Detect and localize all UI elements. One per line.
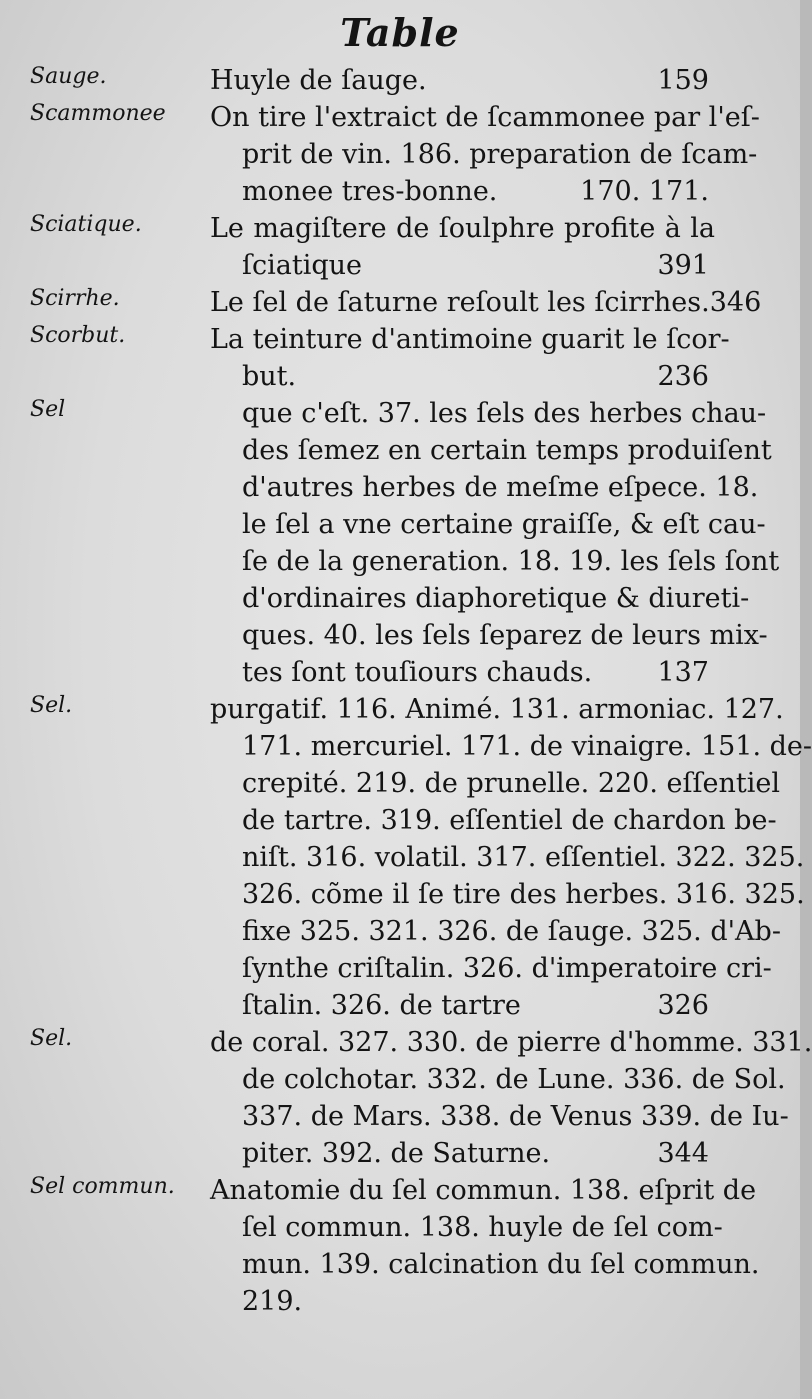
entry-line: des ſemez en certain temps produiſent <box>242 435 772 466</box>
entry-text: tes ſont touſiours chauds. <box>242 657 593 688</box>
entry-line <box>210 173 715 210</box>
entry-text: Le ſel de ſaturne reſoult les ſcirrhes. <box>210 287 710 318</box>
entry-body <box>210 1172 760 1320</box>
page-reference: 170. 171. <box>580 176 709 207</box>
entry-line: purgatif. 116. Animé. 131. armoniac. 127. <box>210 694 784 725</box>
page-reference: 391 <box>657 250 709 281</box>
entry-line: que c'eſt. 37. les ſels des herbes chau- <box>242 398 767 429</box>
entry-term: Scorbut. <box>30 323 126 348</box>
page-reference: 344 <box>657 1138 709 1169</box>
entry-body <box>210 691 812 1024</box>
entry-line: 219. <box>242 1286 303 1317</box>
page-reference: 159 <box>657 65 709 96</box>
entry-line: prit de vin. 186. preparation de ſcam- <box>242 139 758 170</box>
index-entry <box>0 210 800 284</box>
entry-term: Sauge. <box>30 64 107 89</box>
entry-term: Scirrhe. <box>30 286 120 311</box>
entry-line <box>210 358 715 395</box>
entry-line: de tartre. 319. eſſentiel de chardon be- <box>242 805 777 836</box>
entry-line <box>210 1135 715 1172</box>
entry-line: crepité. 219. de prunelle. 220. eſſentiel <box>242 768 780 799</box>
entry-line: ſe de la generation. 18. 19. les ſels ſont <box>242 546 780 577</box>
entry-line: ſel commun. 138. huyle de ſel com- <box>242 1212 723 1243</box>
entry-line: d'autres herbes de meſme eſpece. 18. <box>242 472 759 503</box>
entry-line: niſt. 316. volatil. 317. eſſentiel. 322. 325. <box>242 842 805 873</box>
entry-text: ſciatique <box>242 250 362 281</box>
entry-body <box>210 62 715 99</box>
index-entry <box>0 395 800 691</box>
entry-line: 337. de Mars. 338. de Venus 339. de Iu- <box>242 1101 789 1132</box>
entry-text: but. <box>242 361 297 392</box>
page-reference: 346 <box>709 287 762 318</box>
index-entry <box>0 284 800 321</box>
entry-line <box>210 987 715 1024</box>
index-entry <box>0 691 812 1024</box>
entry-text: piter. 392. de Saturne. <box>242 1138 551 1169</box>
running-header: Table <box>340 10 460 55</box>
entry-term: Sel <box>30 397 66 422</box>
entry-line: ques. 40. les ſels ſeparez de leurs mix- <box>242 620 768 651</box>
index-entry <box>0 321 800 395</box>
entry-body <box>210 284 762 321</box>
entry-line: Le magiſtere de ſoulphre profite à la <box>210 213 715 244</box>
entry-term: Sel. <box>30 693 73 718</box>
entry-body <box>210 321 730 395</box>
entry-term: Scammonee <box>30 101 166 126</box>
entry-text: ſtalin. 326. de tartre <box>242 990 521 1021</box>
entry-body <box>210 99 760 210</box>
entry-line <box>210 284 762 321</box>
entry-text: Huyle de ſauge. <box>210 65 427 96</box>
entry-line <box>210 62 715 99</box>
index-entry <box>0 62 800 99</box>
entry-text: monee tres-bonne. <box>242 176 498 207</box>
entry-line <box>210 654 715 691</box>
entry-line: fixe 325. 321. 326. de ſauge. 325. d'Ab- <box>242 916 781 947</box>
entry-body <box>210 1024 812 1172</box>
entry-line <box>210 247 715 284</box>
entry-line: 326. cõme il ſe tire des herbes. 316. 325. <box>242 879 805 910</box>
page-reference: 326 <box>657 990 709 1021</box>
page-reference: 137 <box>657 657 709 688</box>
entry-term: Sciatique. <box>30 212 142 237</box>
entry-term: Sel commun. <box>30 1174 175 1199</box>
entry-line: de coral. 327. 330. de pierre d'homme. 331. <box>210 1027 812 1058</box>
index-entry <box>0 1172 800 1320</box>
entry-term: Sel. <box>30 1026 73 1051</box>
entry-body <box>210 210 715 284</box>
entry-line: La teinture d'antimoine guarit le ſcor- <box>210 324 730 355</box>
entry-line: le ſel a vne certaine graiſſe, & eſt cau- <box>242 509 766 540</box>
entry-line: On tire l'extraict de ſcammonee par l'eſ- <box>210 102 760 133</box>
entry-line: 171. mercuriel. 171. de vinaigre. 151. de- <box>242 731 812 762</box>
entry-line: Anatomie du ſel commun. 138. eſprit de <box>210 1175 757 1206</box>
entry-line: de colchotar. 332. de Lune. 336. de Sol. <box>242 1064 786 1095</box>
entry-line: ſynthe criſtalin. 326. d'imperatoire cri- <box>242 953 772 984</box>
index-entry <box>0 99 800 210</box>
entry-body <box>210 395 780 691</box>
entry-line: d'ordinaires diaphoretique & diureti- <box>242 583 750 614</box>
entry-line: mun. 139. calcination du ſel commun. <box>242 1249 760 1280</box>
index-entries <box>0 62 812 1320</box>
page-reference: 236 <box>657 361 709 392</box>
index-entry <box>0 1024 812 1172</box>
